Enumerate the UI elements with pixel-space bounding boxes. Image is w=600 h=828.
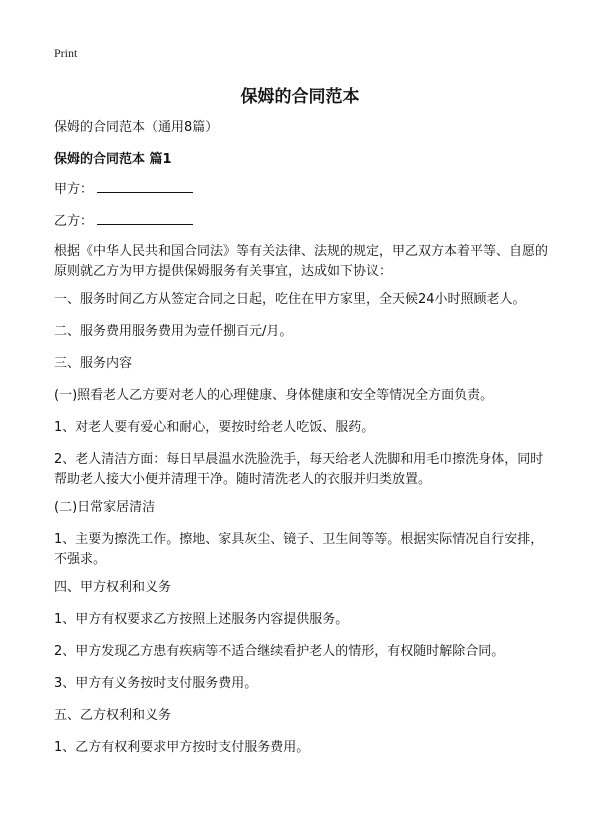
party-a-line	[54, 180, 554, 200]
party-b-label: 乙方：	[54, 214, 94, 229]
paragraph-elder-care: (一)照看老人乙方要对老人的心理健康、身体健康和安全等情况全方面负责。	[54, 388, 494, 403]
party-a-label: 甲方：	[54, 182, 94, 197]
paragraph-intro: 根据《中华人民共和国合同法》等有关法律、法规的规定，甲乙双方本着平等、自愿的原则就乙方为甲方提供保姆服务有关事宜，达成如下协议：	[54, 244, 549, 279]
heading-service-content: 三、服务内容	[54, 356, 133, 371]
party-b-line	[54, 212, 554, 232]
party-b-blank	[97, 212, 193, 225]
paragraph-party-a-right-1: 1、甲方有权要求乙方按照上述服务内容提供服务。	[54, 612, 349, 627]
heading-party-b-rights: 五、乙方权利和义务	[54, 708, 172, 723]
paragraph-party-a-right-2: 2、甲方发现乙方患有疾病等不适合继续看护老人的情形，有权随时解除合同。	[54, 644, 505, 659]
paragraph-service-time: 一、服务时间乙方从签定合同之日起，吃住在甲方家里，全天候24小时照顾老人。	[54, 292, 526, 307]
party-a-blank	[97, 180, 193, 193]
section-title: 保姆的合同范本 篇1	[54, 152, 172, 167]
document-subtitle: 保姆的合同范本（通用8篇）	[54, 120, 219, 135]
heading-house-cleaning: (二)日常家居清洁	[54, 500, 156, 515]
document-title: 保姆的合同范本	[240, 87, 360, 107]
paragraph-care-item-2: 2、老人清洁方面：每日早晨温水洗脸洗手，每天给老人洗脚和用毛巾擦洗身体，同时帮助老人接大小便并清理干净。随时清洗老人的衣服并归类放置。	[54, 452, 544, 487]
print-link[interactable]: Print	[54, 46, 78, 60]
paragraph-party-a-right-3: 3、甲方有义务按时支付服务费用。	[54, 676, 258, 691]
paragraph-care-item-1: 1、对老人要有爱心和耐心，要按时给老人吃饭、服药。	[54, 420, 375, 435]
paragraph-service-fee: 二、服务费用服务费用为壹仟捌百元/月。	[54, 324, 293, 339]
paragraph-cleaning-item-1: 1、主要为擦洗工作。擦地、家具灰尘、镜子、卫生间等等。根据实际情况自行安排，不强求。	[54, 532, 544, 567]
paragraph-party-b-right-1: 1、乙方有权利要求甲方按时支付服务费用。	[54, 740, 310, 755]
heading-party-a-rights: 四、甲方权利和义务	[54, 580, 172, 595]
